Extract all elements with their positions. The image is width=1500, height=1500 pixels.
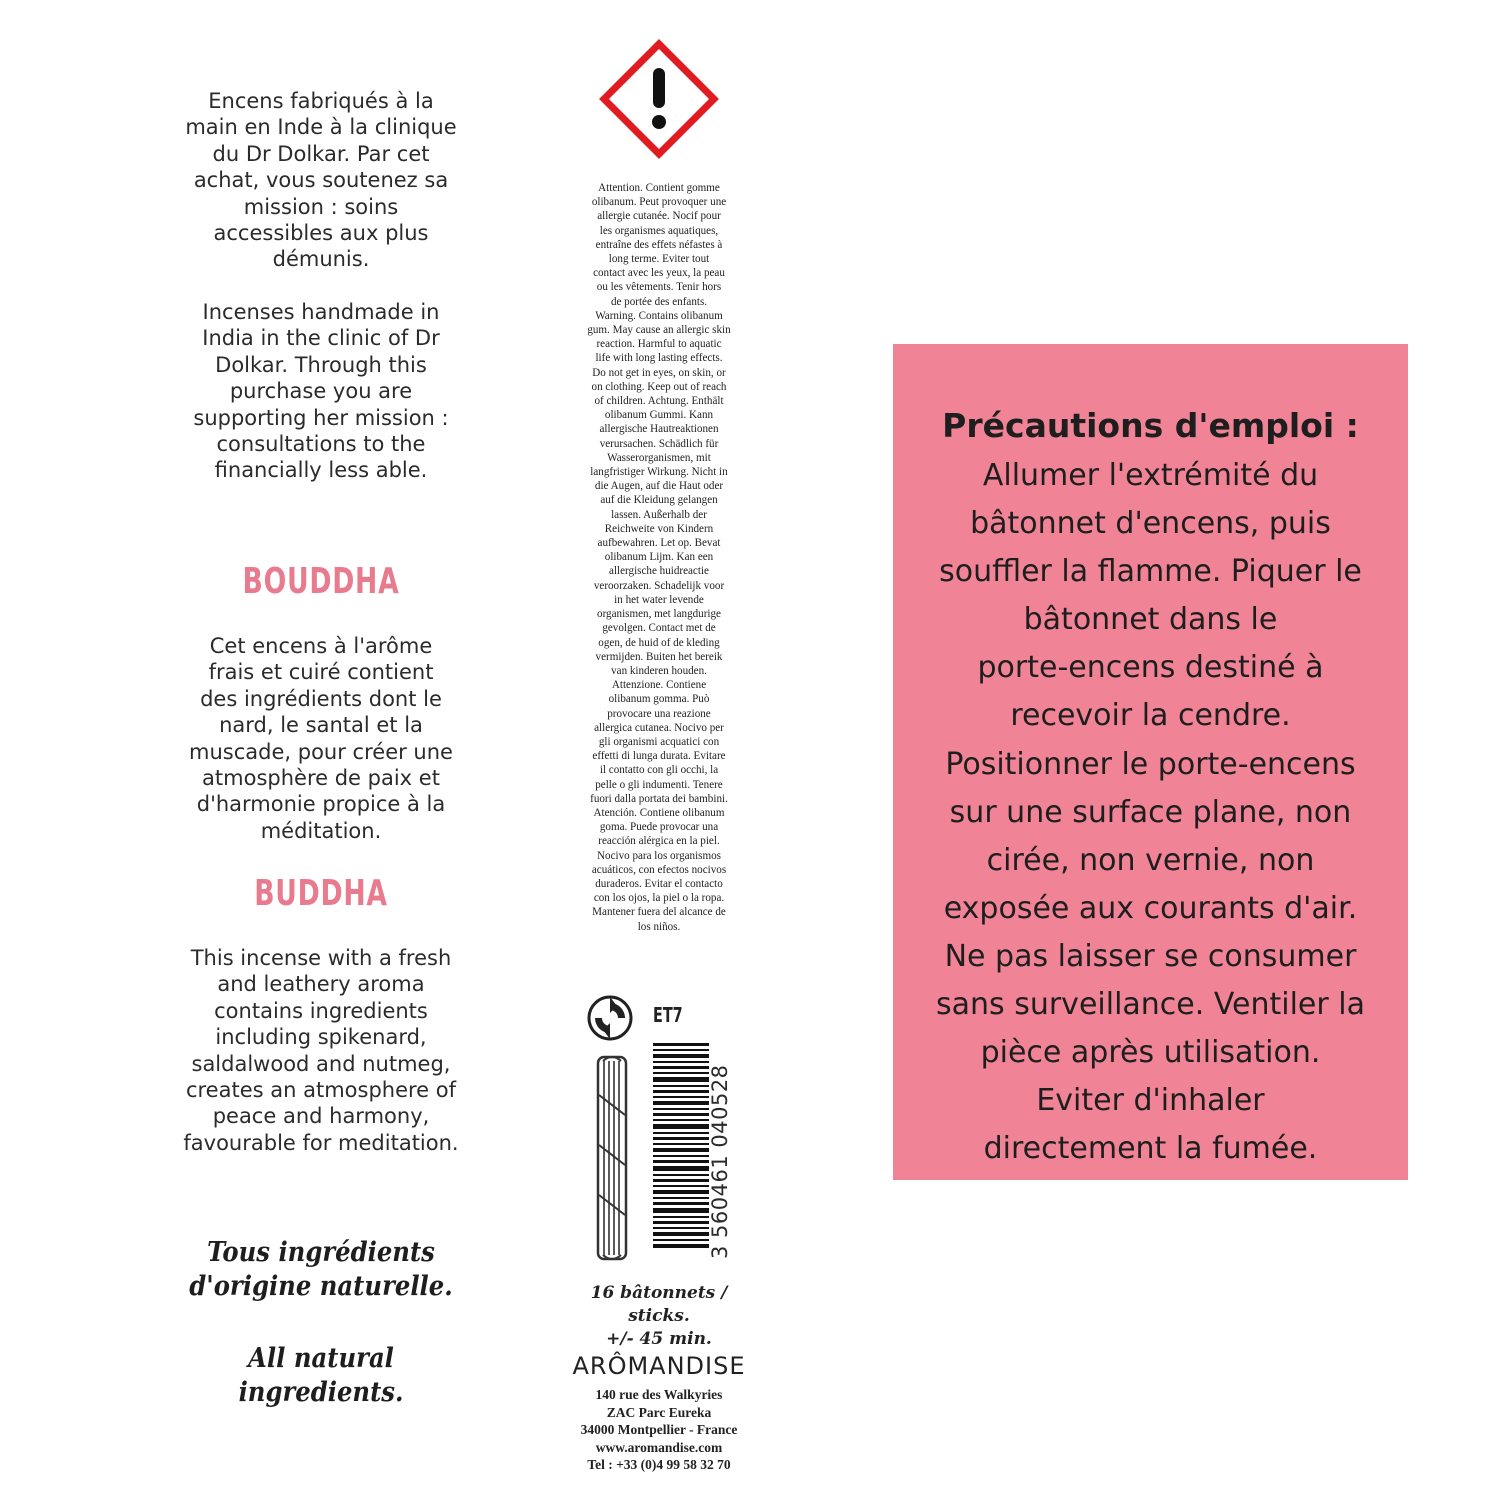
natural-ingredients-french: Tous ingrédients d'origine naturelle. (189, 1237, 453, 1302)
precautions-panel (893, 344, 1408, 1180)
precautions-title: Précautions d'emploi : (942, 406, 1359, 445)
natural-ingredients-english: All natural ingredients. (238, 1343, 404, 1408)
description-french: Cet encens à l'arôme frais et cuiré contient des ingrédients dont le nard, le santal et la muscade, pour créer une atmosphère de paix et d'harmonie propice à la méditation. (189, 634, 453, 843)
barcode-number: 3 560461 040528 (708, 1064, 732, 1259)
precautions-text: Allumer l'extrémité du bâtonnet d'encens, puis souffler la flamme. Piquer le bâtonnet dans le porte-encens destiné à recevoir la cendre. Positionner le porte-encens sur une surface plane, non cirée, non vernie, non exposée aux courants d'air. Ne pas laisser se consumer sans surveillance. Ventiler la pièce après utilisation. Eviter d'inhaler directement la fumée. (936, 458, 1365, 1167)
hazard-exclamation-icon (598, 38, 720, 160)
green-dot-recycle-icon (587, 995, 633, 1041)
incense-sticks-icon (595, 1055, 629, 1261)
product-title-english: BUDDHA (254, 873, 388, 914)
intro-english: Incenses handmade in India in the clinic of Dr Dolkar. Through this purchase you are supporting her mission : consultations to the financially less able. (193, 300, 449, 483)
product-title-french: BOUDDHA (242, 561, 400, 602)
description-english: This incense with a fresh and leathery aroma contains ingredients including spikenard, saldalwood and nutmeg, creates an atmosphere of peace and harmony, favourable for meditation. (183, 946, 459, 1155)
ufi-code: ET7 (653, 1003, 683, 1027)
company-address: 140 rue des Walkyries ZAC Parc Eureka 34000 Montpellier - France www.aromandise.com Tel : +33 (0)4 99 58 32 70 (580, 1387, 738, 1473)
intro-french: Encens fabriqués à la main en Inde à la clinique du Dr Dolkar. Par cet achat, vous soutenez sa mission : soins accessibles aux plus démunis. (185, 89, 457, 272)
barcode-icon (653, 1043, 709, 1248)
stick-count-duration: 16 bâtonnets / sticks. +/- 45 min. (590, 1283, 728, 1349)
brand-logo: ARÔMANDISE (572, 1352, 746, 1380)
hazard-warning-text: Attention. Contient gomme olibanum. Peut provoquer une allergie cutanée. Nocif pour les organismes aquatiques, entraîne des effets néfastes à long terme. Eviter tout contact avec les yeux, la peau ou les vêtements. Tenir hors de portée des enfants. Warning. Contains olibanum gum. May cause an allergic skin reaction. Harmful to aquatic life with long lasting effects. Do not get in eyes, on skin, or on clothing. Keep out of reach of children. Achtung. Enthält olibanum Gummi. Kann allergische Hautreaktionen verursachen. Schädlich für Wasserorganismen, mit langfristiger Wirkung. Nicht in die Augen, auf die Haut oder auf die Kleidung gelangen lassen. Außerhalb der Reichweite von Kindern aufbewahren. Let op. Bevat olibanum Lijm. Kan een allergische huidreactie veroorzaken. Schadelijk voor in het water levende organismen, met langdurige gevolgen. Contact met de ogen, de huid of de kleding vermijden. Buiten het bereik van kinderen houden. Attenzione. Contiene olibanum gomma. Può provocare una reazione allergica cutanea. Nocivo per gli organismi acquatici con effetti di lunga durata. Evitare il contatto con gli occhi, la pelle o gli indumenti. Tenere fuori dalla portata dei bambini. Atención. Contiene olibanum goma. Puede provocar una reacción alérgica en la piel. Nocivo para los organismos acuáticos, con efectos nocivos duraderos. Evitar el contacto con los ojos, la piel o la ropa. Mantener fuera del alcance de los niños. (587, 182, 731, 933)
